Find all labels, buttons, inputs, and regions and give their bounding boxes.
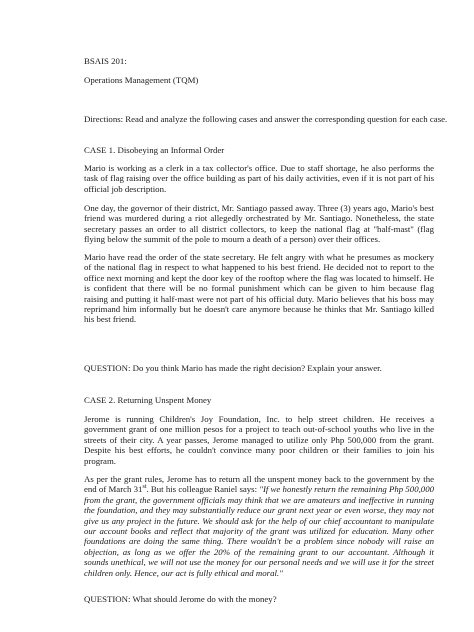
case2-paragraph-1: Jerome is running Children's Joy Foundation, Inc. to help street children. He receives a government grant of one million pesos for a project to teach out-of-school youths who live in the streets of their city. A year passes, Jerome managed to utilize only Php 500,000 from the grant. Despite his best efforts, he couldn't convince many poor children or their families to join his program.: [84, 414, 434, 466]
case1-paragraph-2: One day, the governor of their district, Mr. Santiago passed away. Three (3) years ago, Mario's best friend was murdered during a riot allegedly orchestrated by Mr. Santiago. Nonetheless, the state secretary passes an order to all district collectors, to keep the national flag at "half-mast" (flag flying below the summit of the pole to mourn a death of a person) over their offices.: [84, 203, 434, 245]
case1-paragraph-1: Mario is working as a clerk in a tax collector's office. Due to staff shortage, he also performs the task of flag raising over the office building as part of his daily activities, even if it is not part of his official job description.: [84, 163, 434, 194]
case1-paragraph-3: Mario have read the order of the state secretary. He felt angry with what he presumes as mockery of the national flag in respect to what happened to his best friend. He decided not to report to the office next morning and kept the door key of the rooftop where the flag was located to himself. He is confident that there will be no formal punishment which can be given to him because flag raising and putting it half-mast were not part of his official duty. Mario believes that his boss may reprimand him informally but he doesn't care anymore because he thinks that Mr. Santiago killed his best friend.: [84, 252, 434, 325]
case2-p2-intro: As per the grant rules, Jerome has to return all the unspent money back to the government by the end of March 31: [84, 474, 434, 495]
directions-text: Directions: Read and analyze the following cases and answer the corresponding question for each case.: [84, 114, 448, 124]
case1-question: QUESTION: Do you think Mario has made the right decision? Explain your answer.: [84, 363, 382, 373]
case2-quote: "If we honestly return the remaining Php 500,000 from the grant, the government officials may think that we are amateurs and ineffective in running the foundation, and they may substantially reduce our grant next year or even worse, they may not give us any project in the future. We should ask for the help of our chief accountant to manipulate our account books and reflect that majority of the grant was utilized for education. Many other foundations are doing the same thing. There wouldn't be a problem since nobody will raise an objection, as long as we offer the 20% of the remaining grant to our accountant. Although it sounds unethical, we will not use the money for our personal needs and we will use it for the street children only. Hence, our act is fully ethical and moral.": [84, 484, 434, 578]
case2-p2-mid: . But his colleague Raniel says:: [146, 484, 260, 495]
case2-question: QUESTION: What should Jerome do with the money?: [84, 594, 277, 604]
case1-title: CASE 1. Disobeying an Informal Order: [84, 145, 225, 155]
case2-p2-superscript: st: [142, 484, 147, 491]
subject-title: Operations Management (TQM): [84, 75, 199, 85]
case2-paragraph-2: [84, 474, 434, 578]
case2-title: CASE 2. Returning Unspent Money: [84, 395, 212, 405]
course-code: BSAIS 201:: [84, 56, 127, 66]
